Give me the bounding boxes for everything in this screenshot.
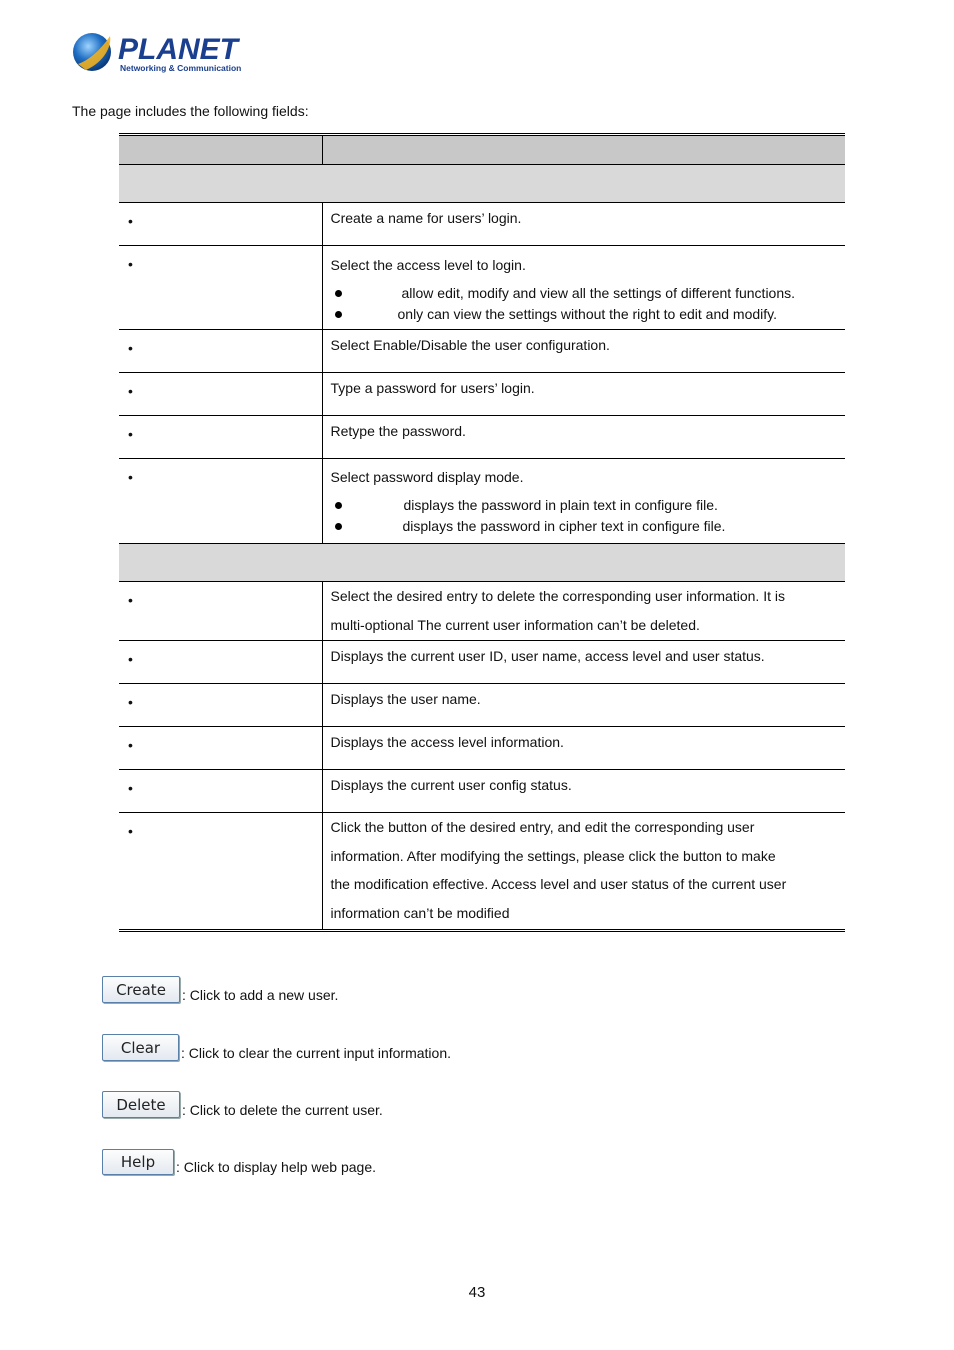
page-number: 43 [468, 1284, 486, 1301]
bullet-icon: • [128, 256, 133, 272]
help-button[interactable]: Help [102, 1149, 174, 1175]
brand-name: PLANET [118, 33, 238, 66]
table-row [119, 373, 845, 416]
table-row [119, 727, 845, 770]
row-description: Type a password for users’ login. [330, 380, 535, 396]
row-description: Select password display mode. [330, 469, 524, 485]
table-row [119, 770, 845, 813]
create-description: : Click to add a new user. [182, 987, 339, 1003]
help-description: : Click to display help web page. [176, 1159, 376, 1175]
create-legend [102, 976, 338, 1003]
clear-description: : Click to clear the current input information. [181, 1045, 452, 1061]
row-description: the modification effective. Access level and user status of the current user [330, 876, 787, 892]
sub-bullet-icon [335, 290, 342, 297]
row-description: Displays the user name. [330, 691, 481, 707]
table-row [119, 246, 845, 330]
row-description: Select the desired entry to delete the corresponding user information. It is [330, 588, 785, 604]
sub-bullet-icon [335, 311, 342, 318]
bullet-icon: • [128, 694, 133, 710]
sub-bullet-icon [335, 502, 342, 509]
table-header-row [119, 135, 845, 165]
delete-button[interactable]: Delete [102, 1091, 180, 1118]
sub-item [331, 516, 838, 537]
bullet-icon: • [128, 213, 133, 229]
table-row [119, 459, 845, 544]
row-description: multi-optional The current user information can’t be deleted. [330, 617, 700, 633]
row-description: Displays the current user ID, user name, access level and user status. [330, 648, 765, 664]
clear-legend [102, 1034, 451, 1061]
header-object [119, 135, 322, 165]
row-description: Displays the current user config status. [330, 777, 572, 793]
row-description: Displays the access level information. [330, 734, 564, 750]
section-row [119, 544, 845, 582]
sub-item [331, 283, 838, 304]
bullet-icon: • [128, 780, 133, 796]
header-description [322, 135, 845, 165]
row-description: Retype the password. [330, 423, 466, 439]
row-description: Create a name for users’ login. [330, 210, 522, 226]
table-row [119, 582, 845, 641]
intro-text: The page includes the following fields: [72, 103, 309, 119]
row-description: Click the button of the desired entry, and edit the corresponding user [330, 819, 755, 835]
row-description: Select the access level to login. [330, 257, 526, 273]
bullet-icon: • [128, 340, 133, 356]
sub-item [331, 304, 838, 325]
bullet-icon: • [128, 469, 133, 485]
bullet-icon: • [128, 592, 133, 608]
planet-logo [72, 30, 242, 76]
brand-tagline: Networking & Communication [120, 63, 242, 73]
sub-text: displays the password in cipher text in configure file. [402, 518, 726, 534]
table-row [119, 641, 845, 684]
table-row [119, 813, 845, 931]
sub-bullet-icon [335, 523, 342, 530]
row-description: information can’t be modified [330, 904, 510, 921]
row-description: information. After modifying the settings, please click the button to make [330, 847, 776, 864]
section-title [119, 544, 845, 582]
bullet-icon: • [128, 426, 133, 442]
delete-legend [102, 1091, 383, 1118]
bullet-icon: • [128, 737, 133, 753]
planet-globe-icon [72, 30, 242, 76]
sub-text: only can view the settings without the right to edit and modify. [397, 306, 778, 322]
sub-text: displays the password in plain text in configure file. [403, 497, 718, 513]
sub-text: allow edit, modify and view all the settings of different functions. [401, 285, 796, 301]
table-row [119, 416, 845, 459]
sub-item [331, 495, 838, 516]
bullet-icon: • [128, 651, 133, 667]
bullet-icon: • [128, 383, 133, 399]
section-row [119, 165, 845, 203]
clear-button[interactable]: Clear [102, 1034, 179, 1061]
create-button[interactable]: Create [102, 976, 180, 1003]
section-title [119, 165, 845, 203]
bullet-icon: • [128, 823, 133, 839]
table-row [119, 203, 845, 246]
fields-table [119, 133, 845, 932]
table-row [119, 330, 845, 373]
table-row [119, 684, 845, 727]
row-description: Select Enable/Disable the user configuration. [330, 337, 610, 353]
delete-description: : Click to delete the current user. [182, 1102, 383, 1118]
help-legend [102, 1149, 376, 1175]
